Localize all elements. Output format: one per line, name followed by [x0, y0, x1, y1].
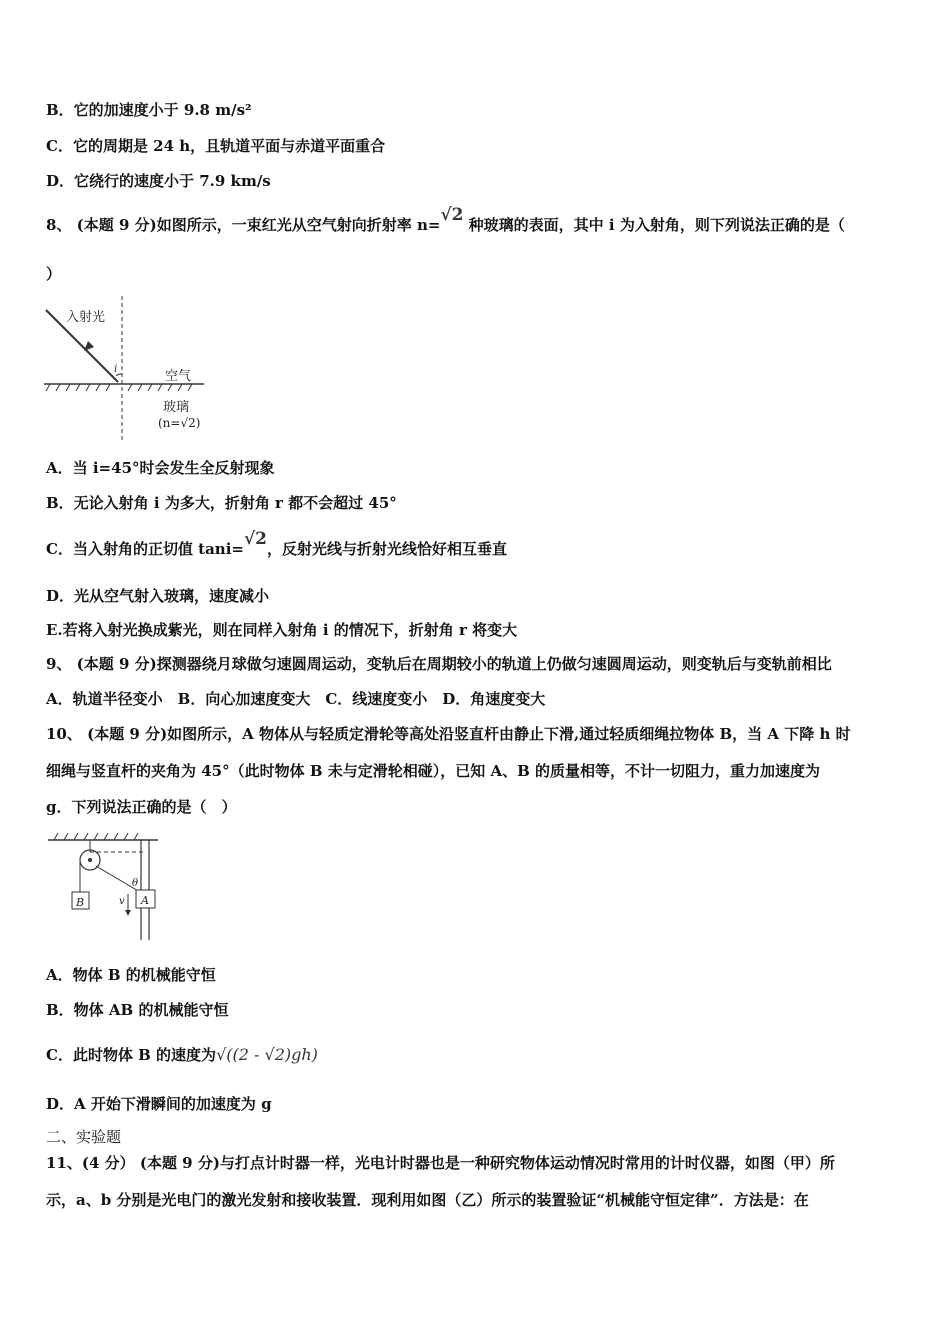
q7-option-d: D．它绕行的速度小于 7.9 km/s [46, 172, 271, 190]
q8-fig-label-n: (n=√2) [158, 416, 201, 430]
q8-option-c-part2: ，反射光线与折射光线恰好相互垂直 [267, 540, 508, 558]
q8-option-c-sqrt: √2 [243, 529, 267, 549]
q8-stem-part1: 8、 (本题 9 分)如图所示，一束红光从空气射向折射率 n= [46, 216, 441, 234]
q7-option-c: C．它的周期是 24 h，且轨道平面与赤道平面重合 [46, 137, 386, 155]
q8-fig-label-air: 空气 [165, 369, 192, 384]
q7-option-b: B．它的加速度小于 9.8 m/s² [46, 101, 252, 119]
q10-stem-line2: 细绳与竖直杆的夹角为 45°（此时物体 B 未与定滑轮相碰），已知 A、B 的质量相等，不计一切阻力，重力加速度为 [46, 762, 820, 780]
q10-fig-label-a: A [141, 894, 149, 907]
q8-stem-close: ） [46, 265, 62, 283]
q10-pulley-figure [46, 832, 176, 944]
q8-fig-label-i: i [114, 364, 118, 375]
q10-option-a: A．物体 B 的机械能守恒 [46, 966, 216, 984]
q11-line1: 11、(4 分） (本题 9 分)与打点计时器一样，光电计时器也是一种研究物体运动情况时常用的计时仪器，如图（甲）所 [46, 1154, 835, 1172]
q10-option-c-formula: √((2 - √2)gh) [216, 1045, 318, 1064]
q10-stem-line1: 10、 (本题 9 分)如图所示，A 物体从与轻质定滑轮等高处沿竖直杆由静止下滑,通过轻质细绳拉物体 B，当 A 下降 h 时 [46, 725, 851, 743]
q10-stem-line3: g．下列说法正确的是（ ） [46, 798, 237, 816]
section-title: 二、实验题 [46, 1128, 122, 1146]
q10-option-c-part1: C．此时物体 B 的速度为 [46, 1046, 217, 1064]
q10-fig-label-b: B [76, 896, 85, 909]
q8-option-c-part1: C．当入射角的正切值 tani= [46, 540, 244, 558]
q8-option-b: B．无论入射角 i 为多大，折射角 r 都不会超过 45° [46, 494, 397, 512]
q8-option-c [46, 529, 508, 559]
q10-option-c [46, 1045, 318, 1065]
q10-fig-label-theta: θ [132, 878, 139, 889]
q9-stem: 9、 (本题 9 分)探测器绕月球做匀速圆周运动，变轨后在周期较小的轨道上仍做匀速圆周运动，则变轨后与变轨前相比 [46, 655, 832, 673]
q8-sqrt2: √2 [440, 205, 464, 225]
q11-line2: 示，a、b 分别是光电门的激光发射和接收装置．现利用如图（乙）所示的装置验证“机械能守恒定律”．方法是：在 [46, 1191, 809, 1209]
q10-fig-label-v: v [119, 896, 125, 907]
q8-fig-label-ray: 入射光 [66, 310, 106, 325]
q10-option-d: D．A 开始下滑瞬间的加速度为 g [46, 1095, 272, 1113]
q8-refraction-figure [44, 294, 214, 444]
q8-option-d: D．光从空气射入玻璃，速度减小 [46, 587, 270, 605]
q8-option-a: A．当 i=45°时会发生全反射现象 [46, 459, 275, 477]
q8-stem-part2: 种玻璃的表面，其中 i 为入射角，则下列说法正确的是（ [463, 216, 845, 234]
q9-options: A．轨道半径变小 B．向心加速度变大 C．线速度变小 D．角速度变大 [46, 690, 546, 708]
q8-stem [46, 205, 845, 235]
q10-option-b: B．物体 AB 的机械能守恒 [46, 1001, 229, 1019]
q8-option-e: E.若将入射光换成紫光，则在同样入射角 i 的情况下，折射角 r 将变大 [46, 621, 518, 639]
q8-fig-label-glass: 玻璃 [163, 400, 190, 415]
